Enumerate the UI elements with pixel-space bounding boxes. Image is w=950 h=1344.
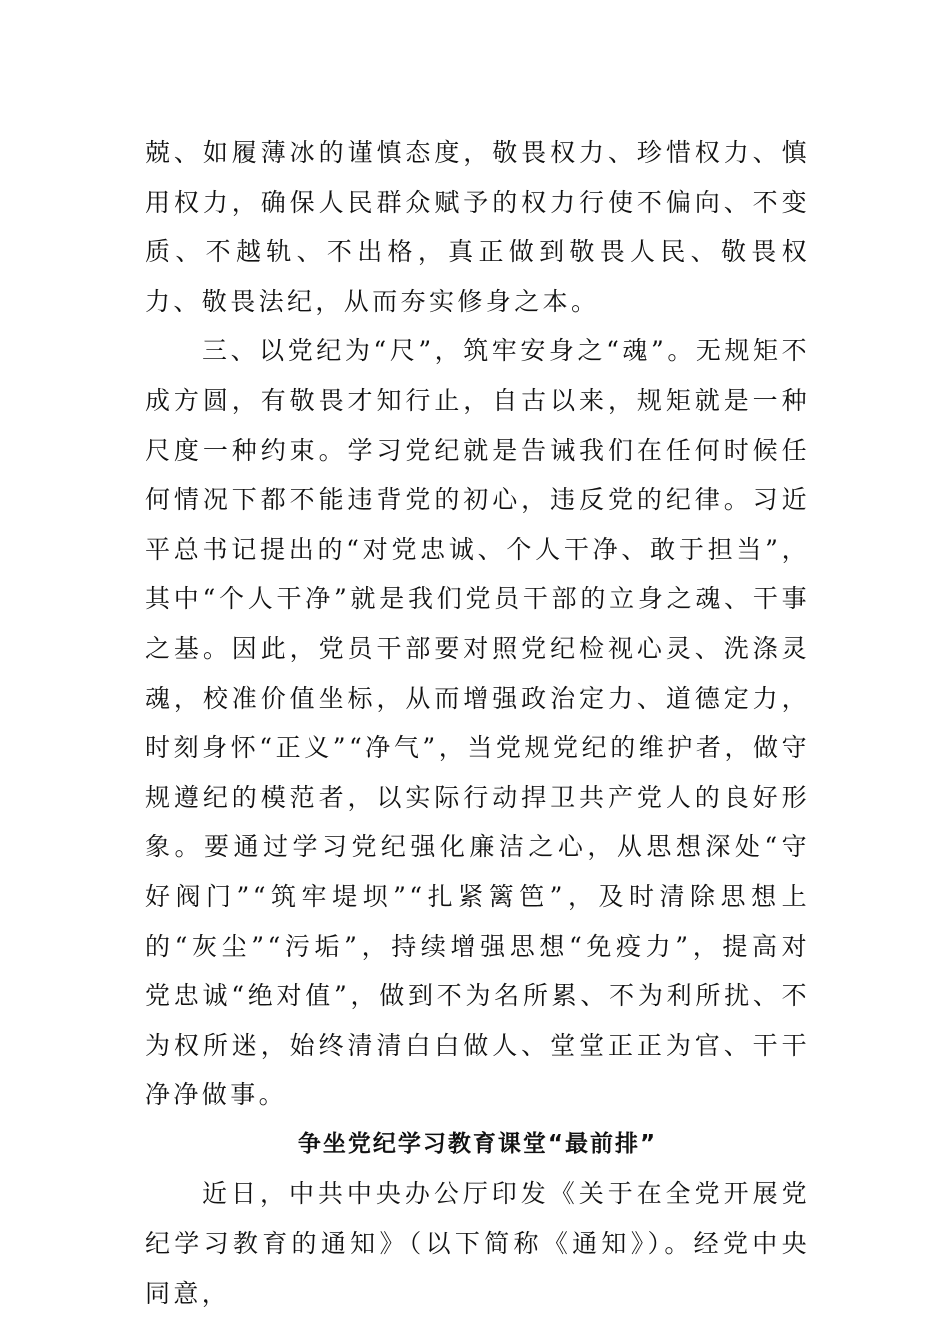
- article-heading: 争坐党纪学习教育课堂“最前排”: [297, 1130, 658, 1157]
- paragraph-article-intro: 近日，中共中央办公厅印发《关于在全党开展党纪学习教育的通知》（以下简称《通知》）。经党中央同意，: [145, 1179, 810, 1308]
- paragraph-section-three: 三、以党纪为“尺”，筑牢安身之“魂”。无规矩不成方圆，有敬畏才知行止，自古以来，规矩就是一种尺度一种约束。学习党纪就是告诫我们在任何时候任何情况下都不能违背党的初心，违反党的纪律。习近平总书记提出的“对党忠诚、个人干净、敢于担当”，其中“个人干净”就是我们党员干部的立身之魂、干事之基。因此，党员干部要对照党纪检视心灵、洗涤灵魂，校准价值坐标，从而增强政治定力、道德定力，时刻身怀“正义”“净气”，当党规党纪的维护者，做守规遵纪的模范者，以实际行动捍卫共产党人的良好形象。要通过学习党纪强化廉洁之心，从思想深处“守好阀门”“筑牢堤坝”“扎紧篱笆”，及时清除思想上的“灰尘”“污垢”，持续增强思想“免疫力”，提高对党忠诚“绝对值”，做到不为名所累、不为利所扰、不为权所迷，始终清清白白做人、堂堂正正为官、干干净净做事。: [145, 336, 810, 1110]
- paragraph-continuation: 兢、如履薄冰的谨慎态度，敬畏权力、珍惜权力、慎用权力，确保人民群众赋予的权力行使不偏向、不变质、不越轨、不出格，真正做到敬畏人民、敬畏权力、敬畏法纪，从而夯实修身之本。: [145, 138, 810, 316]
- document-body: [145, 128, 810, 1318]
